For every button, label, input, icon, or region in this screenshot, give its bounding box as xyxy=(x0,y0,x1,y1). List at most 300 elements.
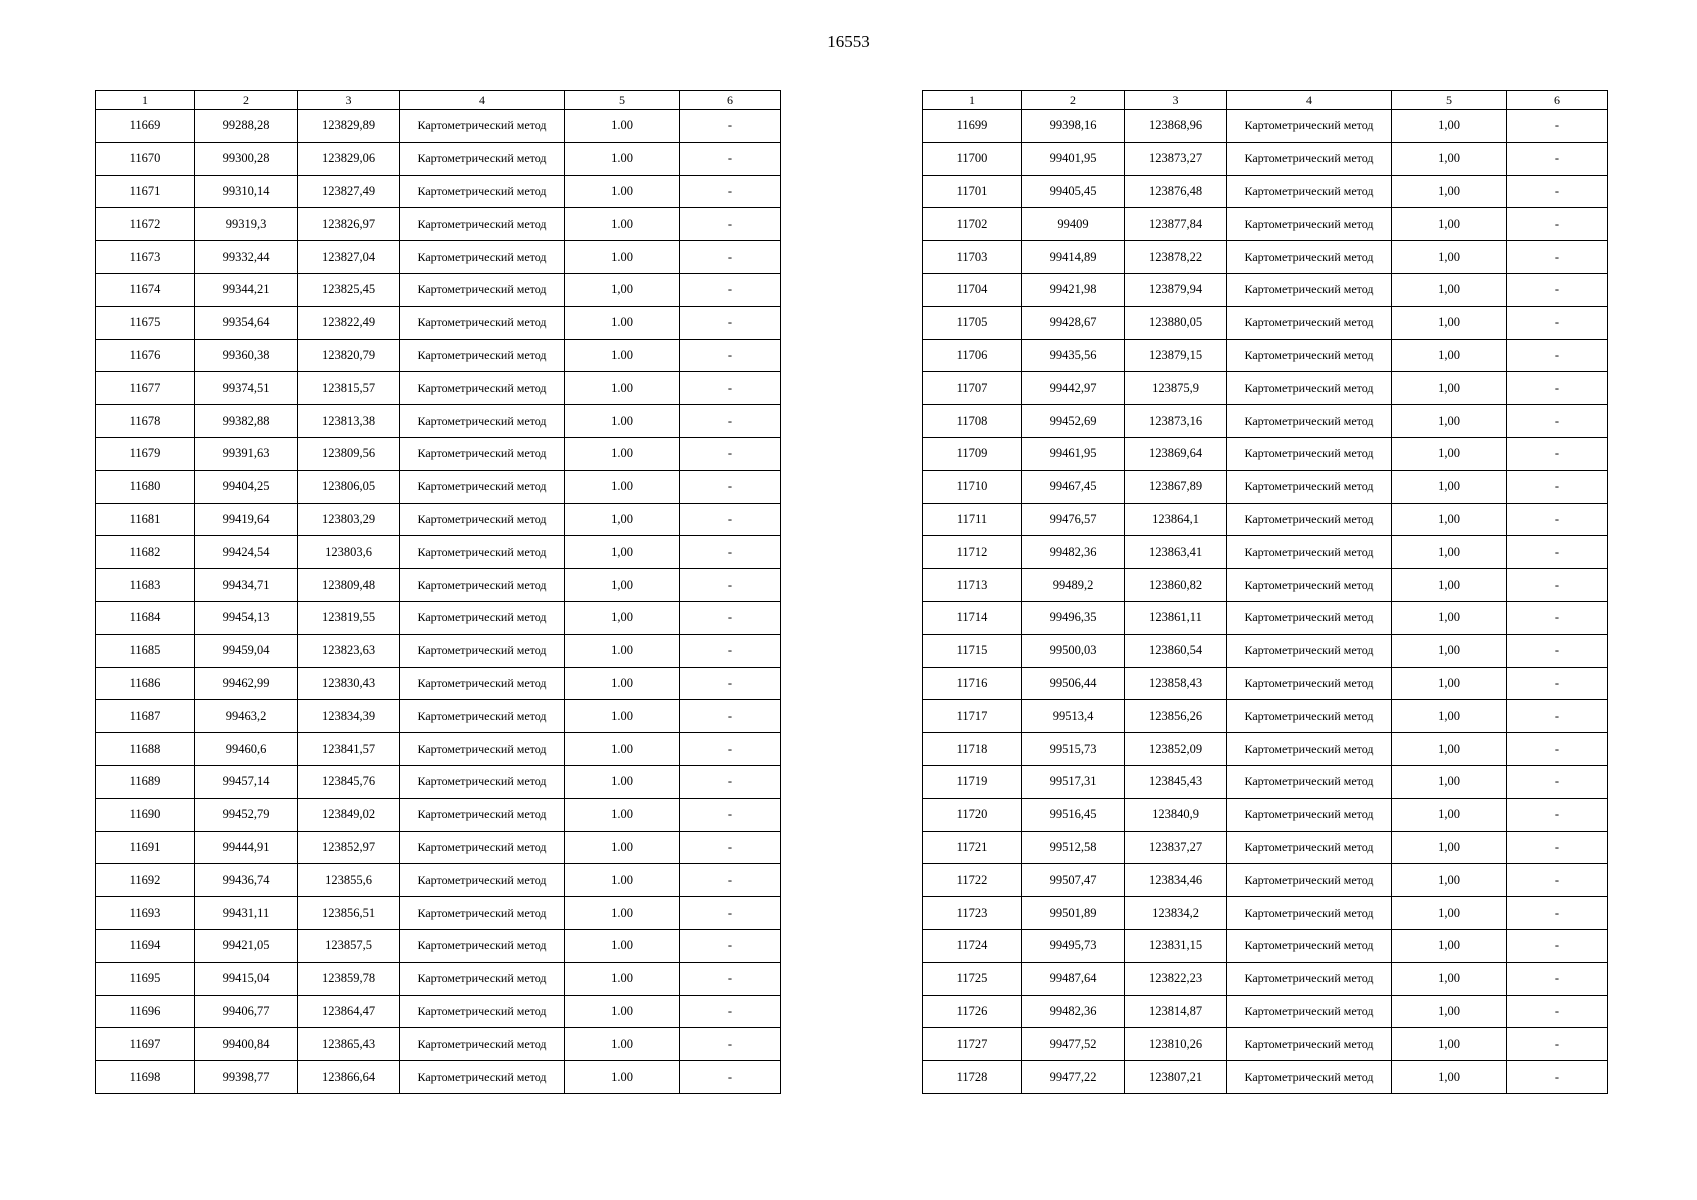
table-row xyxy=(96,798,781,831)
description-cell: - xyxy=(680,798,781,831)
method-cell: Картометрический метод xyxy=(400,1061,565,1094)
y-coordinate-cell: 123826,97 xyxy=(298,208,400,241)
table-row xyxy=(96,733,781,766)
table-row xyxy=(923,929,1608,962)
x-coordinate-cell: 99500,03 xyxy=(1022,634,1125,667)
column-header: 3 xyxy=(1125,91,1227,110)
point-number-cell: 11677 xyxy=(96,372,195,405)
column-header: 1 xyxy=(96,91,195,110)
column-header: 5 xyxy=(565,91,680,110)
method-cell: Картометрический метод xyxy=(1227,241,1392,274)
accuracy-cell: 1,00 xyxy=(1392,864,1507,897)
accuracy-cell: 1,00 xyxy=(1392,306,1507,339)
point-number-cell: 11704 xyxy=(923,273,1022,306)
x-coordinate-cell: 99452,79 xyxy=(195,798,298,831)
accuracy-cell: 1,00 xyxy=(1392,372,1507,405)
method-cell: Картометрический метод xyxy=(400,536,565,569)
x-coordinate-cell: 99382,88 xyxy=(195,405,298,438)
table-row xyxy=(923,503,1608,536)
x-coordinate-cell: 99516,45 xyxy=(1022,798,1125,831)
table-header-row xyxy=(96,91,781,110)
x-coordinate-cell: 99332,44 xyxy=(195,241,298,274)
accuracy-cell: 1.00 xyxy=(565,798,680,831)
x-coordinate-cell: 99462,99 xyxy=(195,667,298,700)
y-coordinate-cell: 123834,2 xyxy=(1125,897,1227,930)
table-header-row xyxy=(923,91,1608,110)
method-cell: Картометрический метод xyxy=(1227,929,1392,962)
description-cell: - xyxy=(1507,470,1608,503)
y-coordinate-cell: 123873,27 xyxy=(1125,142,1227,175)
x-coordinate-cell: 99459,04 xyxy=(195,634,298,667)
description-cell: - xyxy=(1507,536,1608,569)
x-coordinate-cell: 99415,04 xyxy=(195,962,298,995)
y-coordinate-cell: 123810,26 xyxy=(1125,1028,1227,1061)
column-header: 1 xyxy=(923,91,1022,110)
y-coordinate-cell: 123840,9 xyxy=(1125,798,1227,831)
table-row xyxy=(923,536,1608,569)
method-cell: Картометрический метод xyxy=(400,667,565,700)
x-coordinate-cell: 99463,2 xyxy=(195,700,298,733)
description-cell: - xyxy=(1507,273,1608,306)
x-coordinate-cell: 99461,95 xyxy=(1022,437,1125,470)
x-coordinate-cell: 99460,6 xyxy=(195,733,298,766)
table-row xyxy=(96,208,781,241)
y-coordinate-cell: 123858,43 xyxy=(1125,667,1227,700)
column-header: 2 xyxy=(195,91,298,110)
point-number-cell: 11682 xyxy=(96,536,195,569)
description-cell: - xyxy=(680,208,781,241)
method-cell: Картометрический метод xyxy=(1227,831,1392,864)
method-cell: Картометрический метод xyxy=(1227,897,1392,930)
description-cell: - xyxy=(1507,700,1608,733)
y-coordinate-cell: 123879,15 xyxy=(1125,339,1227,372)
method-cell: Картометрический метод xyxy=(1227,208,1392,241)
accuracy-cell: 1.00 xyxy=(565,405,680,438)
y-coordinate-cell: 123863,41 xyxy=(1125,536,1227,569)
method-cell: Картометрический метод xyxy=(400,864,565,897)
method-cell: Картометрический метод xyxy=(1227,733,1392,766)
point-number-cell: 11688 xyxy=(96,733,195,766)
y-coordinate-cell: 123819,55 xyxy=(298,601,400,634)
x-coordinate-cell: 99515,73 xyxy=(1022,733,1125,766)
point-number-cell: 11717 xyxy=(923,700,1022,733)
point-number-cell: 11708 xyxy=(923,405,1022,438)
point-number-cell: 11690 xyxy=(96,798,195,831)
accuracy-cell: 1,00 xyxy=(1392,110,1507,143)
point-number-cell: 11716 xyxy=(923,667,1022,700)
point-number-cell: 11727 xyxy=(923,1028,1022,1061)
method-cell: Картометрический метод xyxy=(400,798,565,831)
method-cell: Картометрический метод xyxy=(400,831,565,864)
point-number-cell: 11687 xyxy=(96,700,195,733)
y-coordinate-cell: 123845,76 xyxy=(298,765,400,798)
method-cell: Картометрический метод xyxy=(1227,667,1392,700)
table-row xyxy=(96,765,781,798)
x-coordinate-cell: 99489,2 xyxy=(1022,569,1125,602)
table-row xyxy=(96,175,781,208)
y-coordinate-cell: 123831,15 xyxy=(1125,929,1227,962)
y-coordinate-cell: 123834,46 xyxy=(1125,864,1227,897)
x-coordinate-cell: 99496,35 xyxy=(1022,601,1125,634)
description-cell: - xyxy=(1507,503,1608,536)
y-coordinate-cell: 123820,79 xyxy=(298,339,400,372)
y-coordinate-cell: 123852,09 xyxy=(1125,733,1227,766)
accuracy-cell: 1,00 xyxy=(1392,798,1507,831)
description-cell: - xyxy=(1507,634,1608,667)
x-coordinate-cell: 99435,56 xyxy=(1022,339,1125,372)
description-cell: - xyxy=(680,864,781,897)
table-row xyxy=(96,503,781,536)
y-coordinate-cell: 123856,51 xyxy=(298,897,400,930)
point-number-cell: 11719 xyxy=(923,765,1022,798)
x-coordinate-cell: 99424,54 xyxy=(195,536,298,569)
method-cell: Картометрический метод xyxy=(400,372,565,405)
x-coordinate-cell: 99436,74 xyxy=(195,864,298,897)
table-row xyxy=(96,405,781,438)
table-row xyxy=(923,995,1608,1028)
method-cell: Картометрический метод xyxy=(400,634,565,667)
accuracy-cell: 1,00 xyxy=(1392,405,1507,438)
method-cell: Картометрический метод xyxy=(400,733,565,766)
method-cell: Картометрический метод xyxy=(400,765,565,798)
accuracy-cell: 1.00 xyxy=(565,372,680,405)
point-number-cell: 11697 xyxy=(96,1028,195,1061)
method-cell: Картометрический метод xyxy=(1227,700,1392,733)
accuracy-cell: 1.00 xyxy=(565,765,680,798)
method-cell: Картометрический метод xyxy=(400,175,565,208)
table-row xyxy=(96,995,781,1028)
description-cell: - xyxy=(680,306,781,339)
y-coordinate-cell: 123837,27 xyxy=(1125,831,1227,864)
accuracy-cell: 1,00 xyxy=(565,569,680,602)
x-coordinate-cell: 99477,22 xyxy=(1022,1061,1125,1094)
table-row xyxy=(96,667,781,700)
column-header: 6 xyxy=(1507,91,1608,110)
method-cell: Картометрический метод xyxy=(400,995,565,1028)
method-cell: Картометрический метод xyxy=(1227,372,1392,405)
y-coordinate-cell: 123827,49 xyxy=(298,175,400,208)
table-row xyxy=(923,1061,1608,1094)
y-coordinate-cell: 123807,21 xyxy=(1125,1061,1227,1094)
y-coordinate-cell: 123809,56 xyxy=(298,437,400,470)
accuracy-cell: 1.00 xyxy=(565,142,680,175)
method-cell: Картометрический метод xyxy=(400,569,565,602)
point-number-cell: 11724 xyxy=(923,929,1022,962)
x-coordinate-cell: 99506,44 xyxy=(1022,667,1125,700)
point-number-cell: 11710 xyxy=(923,470,1022,503)
point-number-cell: 11684 xyxy=(96,601,195,634)
accuracy-cell: 1,00 xyxy=(565,273,680,306)
table-row xyxy=(923,405,1608,438)
x-coordinate-cell: 99507,47 xyxy=(1022,864,1125,897)
description-cell: - xyxy=(680,733,781,766)
accuracy-cell: 1.00 xyxy=(565,241,680,274)
x-coordinate-cell: 99300,28 xyxy=(195,142,298,175)
column-header: 4 xyxy=(400,91,565,110)
accuracy-cell: 1,00 xyxy=(1392,437,1507,470)
point-number-cell: 11722 xyxy=(923,864,1022,897)
table-row xyxy=(923,798,1608,831)
table-row xyxy=(96,601,781,634)
table-row xyxy=(96,273,781,306)
method-cell: Картометрический метод xyxy=(400,503,565,536)
table-row xyxy=(923,962,1608,995)
x-coordinate-cell: 99457,14 xyxy=(195,765,298,798)
y-coordinate-cell: 123879,94 xyxy=(1125,273,1227,306)
method-cell: Картометрический метод xyxy=(400,273,565,306)
accuracy-cell: 1.00 xyxy=(565,995,680,1028)
x-coordinate-cell: 99452,69 xyxy=(1022,405,1125,438)
description-cell: - xyxy=(680,503,781,536)
point-number-cell: 11671 xyxy=(96,175,195,208)
method-cell: Картометрический метод xyxy=(1227,601,1392,634)
x-coordinate-cell: 99513,4 xyxy=(1022,700,1125,733)
method-cell: Картометрический метод xyxy=(400,110,565,143)
y-coordinate-cell: 123829,89 xyxy=(298,110,400,143)
point-number-cell: 11713 xyxy=(923,569,1022,602)
table-row xyxy=(923,700,1608,733)
table-row xyxy=(96,569,781,602)
y-coordinate-cell: 123806,05 xyxy=(298,470,400,503)
y-coordinate-cell: 123877,84 xyxy=(1125,208,1227,241)
y-coordinate-cell: 123845,43 xyxy=(1125,765,1227,798)
table-row xyxy=(923,110,1608,143)
accuracy-cell: 1,00 xyxy=(1392,1061,1507,1094)
accuracy-cell: 1,00 xyxy=(1392,700,1507,733)
description-cell: - xyxy=(680,175,781,208)
description-cell: - xyxy=(1507,372,1608,405)
accuracy-cell: 1.00 xyxy=(565,110,680,143)
accuracy-cell: 1,00 xyxy=(1392,962,1507,995)
point-number-cell: 11715 xyxy=(923,634,1022,667)
table-row xyxy=(96,897,781,930)
x-coordinate-cell: 99442,97 xyxy=(1022,372,1125,405)
method-cell: Картометрический метод xyxy=(1227,142,1392,175)
x-coordinate-cell: 99434,71 xyxy=(195,569,298,602)
table-row xyxy=(96,831,781,864)
point-number-cell: 11681 xyxy=(96,503,195,536)
accuracy-cell: 1,00 xyxy=(1392,503,1507,536)
description-cell: - xyxy=(680,536,781,569)
x-coordinate-cell: 99344,21 xyxy=(195,273,298,306)
method-cell: Картометрический метод xyxy=(1227,437,1392,470)
accuracy-cell: 1,00 xyxy=(1392,601,1507,634)
y-coordinate-cell: 123823,63 xyxy=(298,634,400,667)
method-cell: Картометрический метод xyxy=(1227,864,1392,897)
description-cell: - xyxy=(680,765,781,798)
point-number-cell: 11676 xyxy=(96,339,195,372)
point-number-cell: 11703 xyxy=(923,241,1022,274)
method-cell: Картометрический метод xyxy=(1227,1028,1392,1061)
accuracy-cell: 1,00 xyxy=(1392,241,1507,274)
y-coordinate-cell: 123815,57 xyxy=(298,372,400,405)
description-cell: - xyxy=(1507,405,1608,438)
table-row xyxy=(96,536,781,569)
description-cell: - xyxy=(680,142,781,175)
point-number-cell: 11683 xyxy=(96,569,195,602)
accuracy-cell: 1.00 xyxy=(565,733,680,766)
point-number-cell: 11678 xyxy=(96,405,195,438)
point-number-cell: 11706 xyxy=(923,339,1022,372)
table-row xyxy=(923,569,1608,602)
x-coordinate-cell: 99401,95 xyxy=(1022,142,1125,175)
accuracy-cell: 1.00 xyxy=(565,208,680,241)
point-number-cell: 11679 xyxy=(96,437,195,470)
description-cell: - xyxy=(1507,798,1608,831)
accuracy-cell: 1.00 xyxy=(565,962,680,995)
table-row xyxy=(923,733,1608,766)
y-coordinate-cell: 123868,96 xyxy=(1125,110,1227,143)
y-coordinate-cell: 123852,97 xyxy=(298,831,400,864)
point-number-cell: 11695 xyxy=(96,962,195,995)
accuracy-cell: 1,00 xyxy=(565,536,680,569)
point-number-cell: 11686 xyxy=(96,667,195,700)
method-cell: Картометрический метод xyxy=(400,339,565,372)
table-row xyxy=(923,306,1608,339)
table-row xyxy=(96,1028,781,1061)
point-number-cell: 11700 xyxy=(923,142,1022,175)
x-coordinate-cell: 99354,64 xyxy=(195,306,298,339)
x-coordinate-cell: 99476,57 xyxy=(1022,503,1125,536)
y-coordinate-cell: 123856,26 xyxy=(1125,700,1227,733)
x-coordinate-cell: 99409 xyxy=(1022,208,1125,241)
accuracy-cell: 1,00 xyxy=(1392,733,1507,766)
y-coordinate-cell: 123822,23 xyxy=(1125,962,1227,995)
accuracy-cell: 1,00 xyxy=(1392,667,1507,700)
accuracy-cell: 1.00 xyxy=(565,634,680,667)
method-cell: Картометрический метод xyxy=(400,1028,565,1061)
description-cell: - xyxy=(680,437,781,470)
x-coordinate-cell: 99444,91 xyxy=(195,831,298,864)
description-cell: - xyxy=(1507,897,1608,930)
y-coordinate-cell: 123809,48 xyxy=(298,569,400,602)
method-cell: Картометрический метод xyxy=(400,208,565,241)
coordinates-table-right xyxy=(922,90,1608,1094)
description-cell: - xyxy=(1507,142,1608,175)
method-cell: Картометрический метод xyxy=(400,306,565,339)
accuracy-cell: 1.00 xyxy=(565,864,680,897)
accuracy-cell: 1,00 xyxy=(1392,831,1507,864)
method-cell: Картометрический метод xyxy=(1227,962,1392,995)
table-row xyxy=(96,241,781,274)
description-cell: - xyxy=(680,700,781,733)
x-coordinate-cell: 99454,13 xyxy=(195,601,298,634)
table-row xyxy=(96,110,781,143)
method-cell: Картометрический метод xyxy=(1227,405,1392,438)
table-row xyxy=(96,864,781,897)
description-cell: - xyxy=(680,667,781,700)
method-cell: Картометрический метод xyxy=(1227,306,1392,339)
method-cell: Картометрический метод xyxy=(1227,470,1392,503)
point-number-cell: 11698 xyxy=(96,1061,195,1094)
column-header: 4 xyxy=(1227,91,1392,110)
point-number-cell: 11675 xyxy=(96,306,195,339)
accuracy-cell: 1,00 xyxy=(1392,929,1507,962)
point-number-cell: 11685 xyxy=(96,634,195,667)
table-row xyxy=(923,372,1608,405)
point-number-cell: 11699 xyxy=(923,110,1022,143)
method-cell: Картометрический метод xyxy=(1227,110,1392,143)
y-coordinate-cell: 123830,43 xyxy=(298,667,400,700)
x-coordinate-cell: 99482,36 xyxy=(1022,536,1125,569)
table-row xyxy=(923,241,1608,274)
description-cell: - xyxy=(1507,208,1608,241)
y-coordinate-cell: 123864,1 xyxy=(1125,503,1227,536)
method-cell: Картометрический метод xyxy=(1227,569,1392,602)
x-coordinate-cell: 99406,77 xyxy=(195,995,298,1028)
description-cell: - xyxy=(680,470,781,503)
point-number-cell: 11728 xyxy=(923,1061,1022,1094)
point-number-cell: 11669 xyxy=(96,110,195,143)
y-coordinate-cell: 123867,89 xyxy=(1125,470,1227,503)
method-cell: Картометрический метод xyxy=(1227,798,1392,831)
x-coordinate-cell: 99467,45 xyxy=(1022,470,1125,503)
point-number-cell: 11712 xyxy=(923,536,1022,569)
x-coordinate-cell: 99477,52 xyxy=(1022,1028,1125,1061)
table-row xyxy=(96,339,781,372)
table-row xyxy=(923,765,1608,798)
y-coordinate-cell: 123827,04 xyxy=(298,241,400,274)
x-coordinate-cell: 99428,67 xyxy=(1022,306,1125,339)
accuracy-cell: 1,00 xyxy=(1392,765,1507,798)
table-row xyxy=(923,831,1608,864)
description-cell: - xyxy=(1507,765,1608,798)
y-coordinate-cell: 123803,29 xyxy=(298,503,400,536)
point-number-cell: 11725 xyxy=(923,962,1022,995)
y-coordinate-cell: 123878,22 xyxy=(1125,241,1227,274)
description-cell: - xyxy=(680,831,781,864)
description-cell: - xyxy=(680,929,781,962)
x-coordinate-cell: 99419,64 xyxy=(195,503,298,536)
table-row xyxy=(923,437,1608,470)
table-row xyxy=(923,208,1608,241)
accuracy-cell: 1.00 xyxy=(565,929,680,962)
description-cell: - xyxy=(1507,831,1608,864)
table-body xyxy=(96,110,781,1094)
point-number-cell: 11673 xyxy=(96,241,195,274)
y-coordinate-cell: 123814,87 xyxy=(1125,995,1227,1028)
y-coordinate-cell: 123829,06 xyxy=(298,142,400,175)
accuracy-cell: 1,00 xyxy=(1392,142,1507,175)
point-number-cell: 11696 xyxy=(96,995,195,1028)
x-coordinate-cell: 99421,98 xyxy=(1022,273,1125,306)
accuracy-cell: 1.00 xyxy=(565,700,680,733)
table-row xyxy=(923,339,1608,372)
accuracy-cell: 1,00 xyxy=(1392,470,1507,503)
y-coordinate-cell: 123841,57 xyxy=(298,733,400,766)
description-cell: - xyxy=(1507,241,1608,274)
description-cell: - xyxy=(1507,962,1608,995)
x-coordinate-cell: 99288,28 xyxy=(195,110,298,143)
coordinates-table-left xyxy=(95,90,781,1094)
table-row xyxy=(923,175,1608,208)
accuracy-cell: 1.00 xyxy=(565,175,680,208)
table-body xyxy=(923,110,1608,1094)
description-cell: - xyxy=(1507,1061,1608,1094)
y-coordinate-cell: 123880,05 xyxy=(1125,306,1227,339)
accuracy-cell: 1,00 xyxy=(1392,536,1507,569)
x-coordinate-cell: 99398,16 xyxy=(1022,110,1125,143)
x-coordinate-cell: 99319,3 xyxy=(195,208,298,241)
method-cell: Картометрический метод xyxy=(1227,995,1392,1028)
accuracy-cell: 1.00 xyxy=(565,831,680,864)
x-coordinate-cell: 99431,11 xyxy=(195,897,298,930)
method-cell: Картометрический метод xyxy=(1227,536,1392,569)
point-number-cell: 11693 xyxy=(96,897,195,930)
y-coordinate-cell: 123866,64 xyxy=(298,1061,400,1094)
y-coordinate-cell: 123875,9 xyxy=(1125,372,1227,405)
accuracy-cell: 1,00 xyxy=(1392,634,1507,667)
